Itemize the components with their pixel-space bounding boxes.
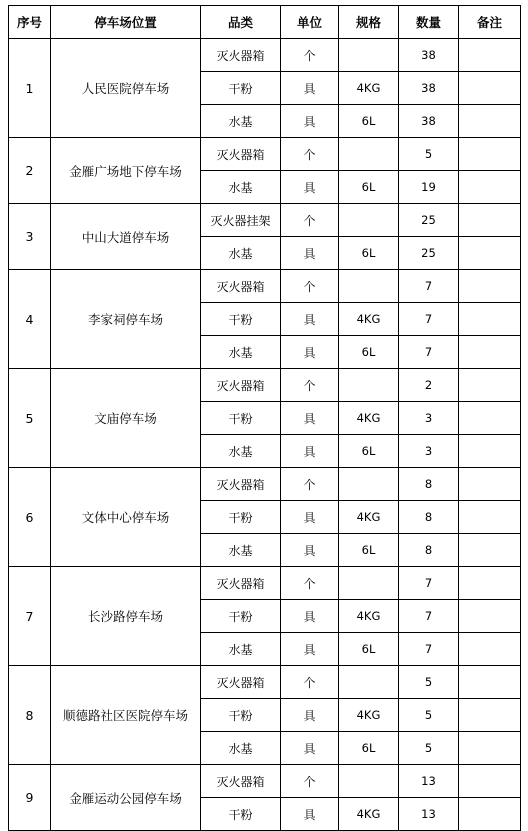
note-cell (459, 105, 521, 138)
note-cell (459, 600, 521, 633)
spec-cell: 4KG (339, 501, 399, 534)
category-cell: 干粉 (201, 72, 281, 105)
category-cell: 灭火器箱 (201, 765, 281, 798)
note-cell (459, 501, 521, 534)
header-row (9, 6, 521, 39)
parking-location: 文体中心停车场 (51, 468, 201, 567)
unit-cell: 个 (281, 369, 339, 402)
unit-cell: 具 (281, 336, 339, 369)
quantity-cell: 5 (399, 666, 459, 699)
unit-cell: 个 (281, 270, 339, 303)
table-row (9, 369, 521, 402)
note-cell (459, 798, 521, 831)
parking-location: 文庙停车场 (51, 369, 201, 468)
header-note: 备注 (459, 6, 521, 39)
quantity-cell: 7 (399, 567, 459, 600)
category-cell: 水基 (201, 171, 281, 204)
unit-cell: 个 (281, 765, 339, 798)
note-cell (459, 270, 521, 303)
category-cell: 灭火器箱 (201, 666, 281, 699)
parking-location: 长沙路停车场 (51, 567, 201, 666)
note-cell (459, 237, 521, 270)
category-cell: 灭火器箱 (201, 138, 281, 171)
quantity-cell: 7 (399, 303, 459, 336)
parking-location: 金雁广场地下停车场 (51, 138, 201, 204)
unit-cell: 具 (281, 534, 339, 567)
category-cell: 干粉 (201, 798, 281, 831)
unit-cell: 个 (281, 204, 339, 237)
table-row (9, 765, 521, 798)
header-category: 品类 (201, 6, 281, 39)
spec-cell: 6L (339, 336, 399, 369)
note-cell (459, 435, 521, 468)
unit-cell: 具 (281, 303, 339, 336)
spec-cell (339, 567, 399, 600)
row-number: 6 (9, 468, 51, 567)
unit-cell: 具 (281, 402, 339, 435)
spec-cell: 6L (339, 237, 399, 270)
unit-cell: 具 (281, 237, 339, 270)
quantity-cell: 5 (399, 732, 459, 765)
fire-extinguisher-inventory-table (8, 5, 521, 831)
spec-cell (339, 138, 399, 171)
spec-cell: 4KG (339, 72, 399, 105)
category-cell: 水基 (201, 732, 281, 765)
quantity-cell: 25 (399, 204, 459, 237)
quantity-cell: 38 (399, 39, 459, 72)
table-row (9, 138, 521, 171)
spec-cell: 6L (339, 633, 399, 666)
quantity-cell: 5 (399, 699, 459, 732)
table-row (9, 204, 521, 237)
spec-cell (339, 270, 399, 303)
spec-cell (339, 39, 399, 72)
parking-location: 金雁运动公园停车场 (51, 765, 201, 831)
parking-location: 人民医院停车场 (51, 39, 201, 138)
quantity-cell: 2 (399, 369, 459, 402)
note-cell (459, 369, 521, 402)
unit-cell: 具 (281, 105, 339, 138)
quantity-cell: 25 (399, 237, 459, 270)
quantity-cell: 3 (399, 435, 459, 468)
category-cell: 灭火器箱 (201, 369, 281, 402)
quantity-cell: 13 (399, 765, 459, 798)
quantity-cell: 7 (399, 600, 459, 633)
unit-cell: 具 (281, 600, 339, 633)
unit-cell: 个 (281, 468, 339, 501)
quantity-cell: 7 (399, 336, 459, 369)
unit-cell: 具 (281, 171, 339, 204)
category-cell: 灭火器挂架 (201, 204, 281, 237)
table-body (9, 39, 521, 831)
quantity-cell: 8 (399, 501, 459, 534)
quantity-cell: 38 (399, 72, 459, 105)
parking-location: 顺德路社区医院停车场 (51, 666, 201, 765)
note-cell (459, 39, 521, 72)
unit-cell: 具 (281, 633, 339, 666)
unit-cell: 具 (281, 732, 339, 765)
quantity-cell: 19 (399, 171, 459, 204)
row-number: 7 (9, 567, 51, 666)
spec-cell: 6L (339, 435, 399, 468)
quantity-cell: 8 (399, 468, 459, 501)
quantity-cell: 7 (399, 270, 459, 303)
category-cell: 干粉 (201, 303, 281, 336)
note-cell (459, 699, 521, 732)
note-cell (459, 204, 521, 237)
note-cell (459, 336, 521, 369)
category-cell: 灭火器箱 (201, 39, 281, 72)
note-cell (459, 468, 521, 501)
note-cell (459, 765, 521, 798)
category-cell: 水基 (201, 105, 281, 138)
quantity-cell: 13 (399, 798, 459, 831)
quantity-cell: 3 (399, 402, 459, 435)
category-cell: 干粉 (201, 600, 281, 633)
category-cell: 灭火器箱 (201, 468, 281, 501)
spec-cell: 4KG (339, 798, 399, 831)
category-cell: 水基 (201, 237, 281, 270)
category-cell: 灭火器箱 (201, 270, 281, 303)
table-row (9, 39, 521, 72)
note-cell (459, 666, 521, 699)
note-cell (459, 72, 521, 105)
header-no: 序号 (9, 6, 51, 39)
note-cell (459, 402, 521, 435)
unit-cell: 具 (281, 501, 339, 534)
category-cell: 水基 (201, 336, 281, 369)
note-cell (459, 732, 521, 765)
spec-cell: 4KG (339, 600, 399, 633)
row-number: 3 (9, 204, 51, 270)
note-cell (459, 534, 521, 567)
unit-cell: 个 (281, 666, 339, 699)
quantity-cell: 8 (399, 534, 459, 567)
row-number: 9 (9, 765, 51, 831)
note-cell (459, 567, 521, 600)
row-number: 2 (9, 138, 51, 204)
table-row (9, 666, 521, 699)
spec-cell: 4KG (339, 303, 399, 336)
category-cell: 水基 (201, 633, 281, 666)
header-location: 停车场位置 (51, 6, 201, 39)
spec-cell: 6L (339, 732, 399, 765)
category-cell: 灭火器箱 (201, 567, 281, 600)
table-row (9, 270, 521, 303)
row-number: 1 (9, 39, 51, 138)
spec-cell (339, 204, 399, 237)
note-cell (459, 303, 521, 336)
note-cell (459, 633, 521, 666)
table-row (9, 567, 521, 600)
unit-cell: 个 (281, 138, 339, 171)
row-number: 8 (9, 666, 51, 765)
category-cell: 干粉 (201, 699, 281, 732)
row-number: 5 (9, 369, 51, 468)
header-unit: 单位 (281, 6, 339, 39)
spec-cell (339, 468, 399, 501)
unit-cell: 具 (281, 699, 339, 732)
unit-cell: 个 (281, 567, 339, 600)
spec-cell (339, 369, 399, 402)
spec-cell: 6L (339, 534, 399, 567)
note-cell (459, 171, 521, 204)
spec-cell: 4KG (339, 402, 399, 435)
unit-cell: 具 (281, 798, 339, 831)
spec-cell (339, 666, 399, 699)
category-cell: 水基 (201, 534, 281, 567)
parking-location: 中山大道停车场 (51, 204, 201, 270)
category-cell: 水基 (201, 435, 281, 468)
spec-cell: 6L (339, 105, 399, 138)
table-row (9, 468, 521, 501)
header-qty: 数量 (399, 6, 459, 39)
unit-cell: 具 (281, 435, 339, 468)
spec-cell: 4KG (339, 699, 399, 732)
quantity-cell: 7 (399, 633, 459, 666)
spec-cell (339, 765, 399, 798)
header-spec: 规格 (339, 6, 399, 39)
note-cell (459, 138, 521, 171)
row-number: 4 (9, 270, 51, 369)
unit-cell: 具 (281, 72, 339, 105)
spec-cell: 6L (339, 171, 399, 204)
category-cell: 干粉 (201, 402, 281, 435)
quantity-cell: 5 (399, 138, 459, 171)
unit-cell: 个 (281, 39, 339, 72)
parking-location: 李家祠停车场 (51, 270, 201, 369)
quantity-cell: 38 (399, 105, 459, 138)
category-cell: 干粉 (201, 501, 281, 534)
